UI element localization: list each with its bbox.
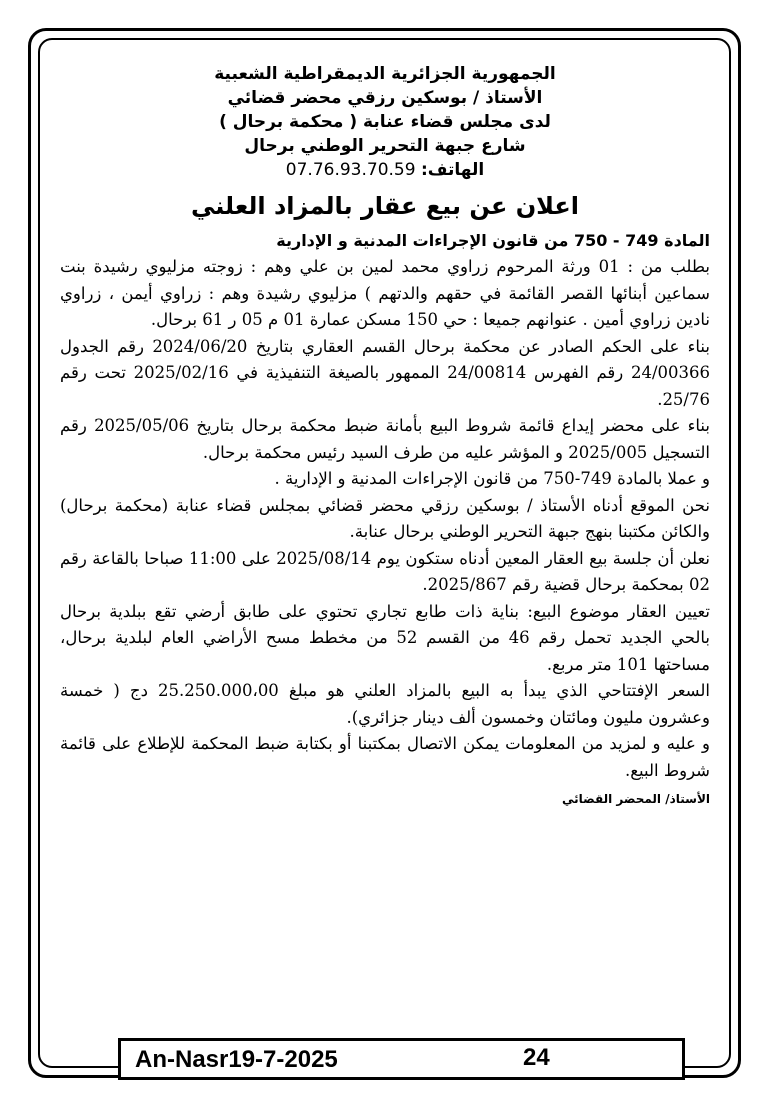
- publication-date: An-Nasr19-7-2025: [135, 1046, 338, 1073]
- article-reference: المادة 749 - 750 من قانون الإجراءات المدنية و الإدارية: [276, 231, 710, 250]
- paragraph-filing: بناء على محضر إيداع قائمة شروط البيع بأمانة ضبط محكمة برحال بتاريخ 2025/05/06 رقم التسجيل 2025/005 و المؤشر عليه من طرف السيد رئيس محكمة برحال.: [60, 416, 710, 462]
- header-address: شارع جبهة التحرير الوطني برحال: [244, 136, 526, 156]
- paragraph-property: تعيين العقار موضوع البيع: بناية ذات طابع تجاري تحتوي على طابق أرضي تقع ببلدية برحال بالحي الجديد تحمل رقم 46 من القسم 52 من مخطط مسح الأراضي العام لبلدية برحال، مساحتها 101 متر مربع.: [60, 601, 710, 674]
- paragraph-legal-basis: و عملا بالمادة 749-750 من قانون الإجراءات المدنية و الإدارية .: [274, 469, 710, 488]
- paragraph-session: نعلن أن جلسة بيع العقار المعين أدناه ستكون يوم 2025/08/14 على 11:00 صباحا بالقاعة رقم 02 بمحكمة برحال قضية رقم 2025/867.: [60, 548, 710, 594]
- page-number: 24: [523, 1044, 550, 1071]
- header-court: لدى مجلس قضاء عنابة ( محكمة برحال ): [219, 112, 551, 132]
- notice-body: [60, 254, 710, 784]
- notice-title: اعلان عن بيع عقار بالمزاد العلني: [190, 192, 580, 220]
- signature: الأستاذ/ المحضر القضائي: [562, 792, 710, 806]
- paragraph-bailiff: نحن الموقع أدناه الأستاذ / بوسكين رزقي محضر قضائي بمجلس قضاء عنابة (محكمة برحال) والكائن مكتبنا بنهج جبهة التحرير الوطني برحال عنابة.: [60, 495, 710, 541]
- header-phone: [60, 158, 710, 182]
- footer-box: [118, 1038, 685, 1080]
- phone-label: الهاتف:: [420, 160, 485, 180]
- notice-content: [60, 62, 710, 806]
- paragraph-requesters: بطلب من : 01 ورثة المرحوم زراوي محمد لمين بن علي وهم : زوجته مزليوي رشيدة بنت سماعين أبنائها القصر القائمة في حقهم والدتهم ) مزليوي رشيدة وهم : زراوي أيمن ، زراوي نادين زراوي أمين . عنوانهم جميعا : حي 150 مسكن عمارة 01 م 05 ر 61 برحال.: [60, 257, 711, 329]
- header-country: الجمهورية الجزائرية الديمقراطية الشعبية: [214, 64, 556, 84]
- paragraph-judgment: بناء على الحكم الصادر عن محكمة برحال القسم العقاري بتاريخ 2024/06/20 رقم الجدول 24/00366 رقم الفهرس 24/00814 الممهور بالصيغة التنفيذية في 2025/02/16 تحت رقم 25/76.: [60, 336, 710, 409]
- paragraph-contact: و عليه و لمزيد من المعلومات يمكن الاتصال بمكتبنا أو بكتابة ضبط المحكمة للإطلاع على قائمة شروط البيع.: [60, 734, 710, 780]
- phone-number: 07.76.93.70.59: [285, 160, 416, 180]
- paragraph-price: السعر الإفتتاحي الذي يبدأ به البيع بالمزاد العلني هو مبلغ 25.250.000،00 دج ( خمسة وعشرون مليون ومائتان وخمسون ألف دينار جزائري).: [60, 681, 710, 727]
- header-bailiff-name: الأستاذ / بوسكين رزقي محضر قضائي: [227, 88, 543, 108]
